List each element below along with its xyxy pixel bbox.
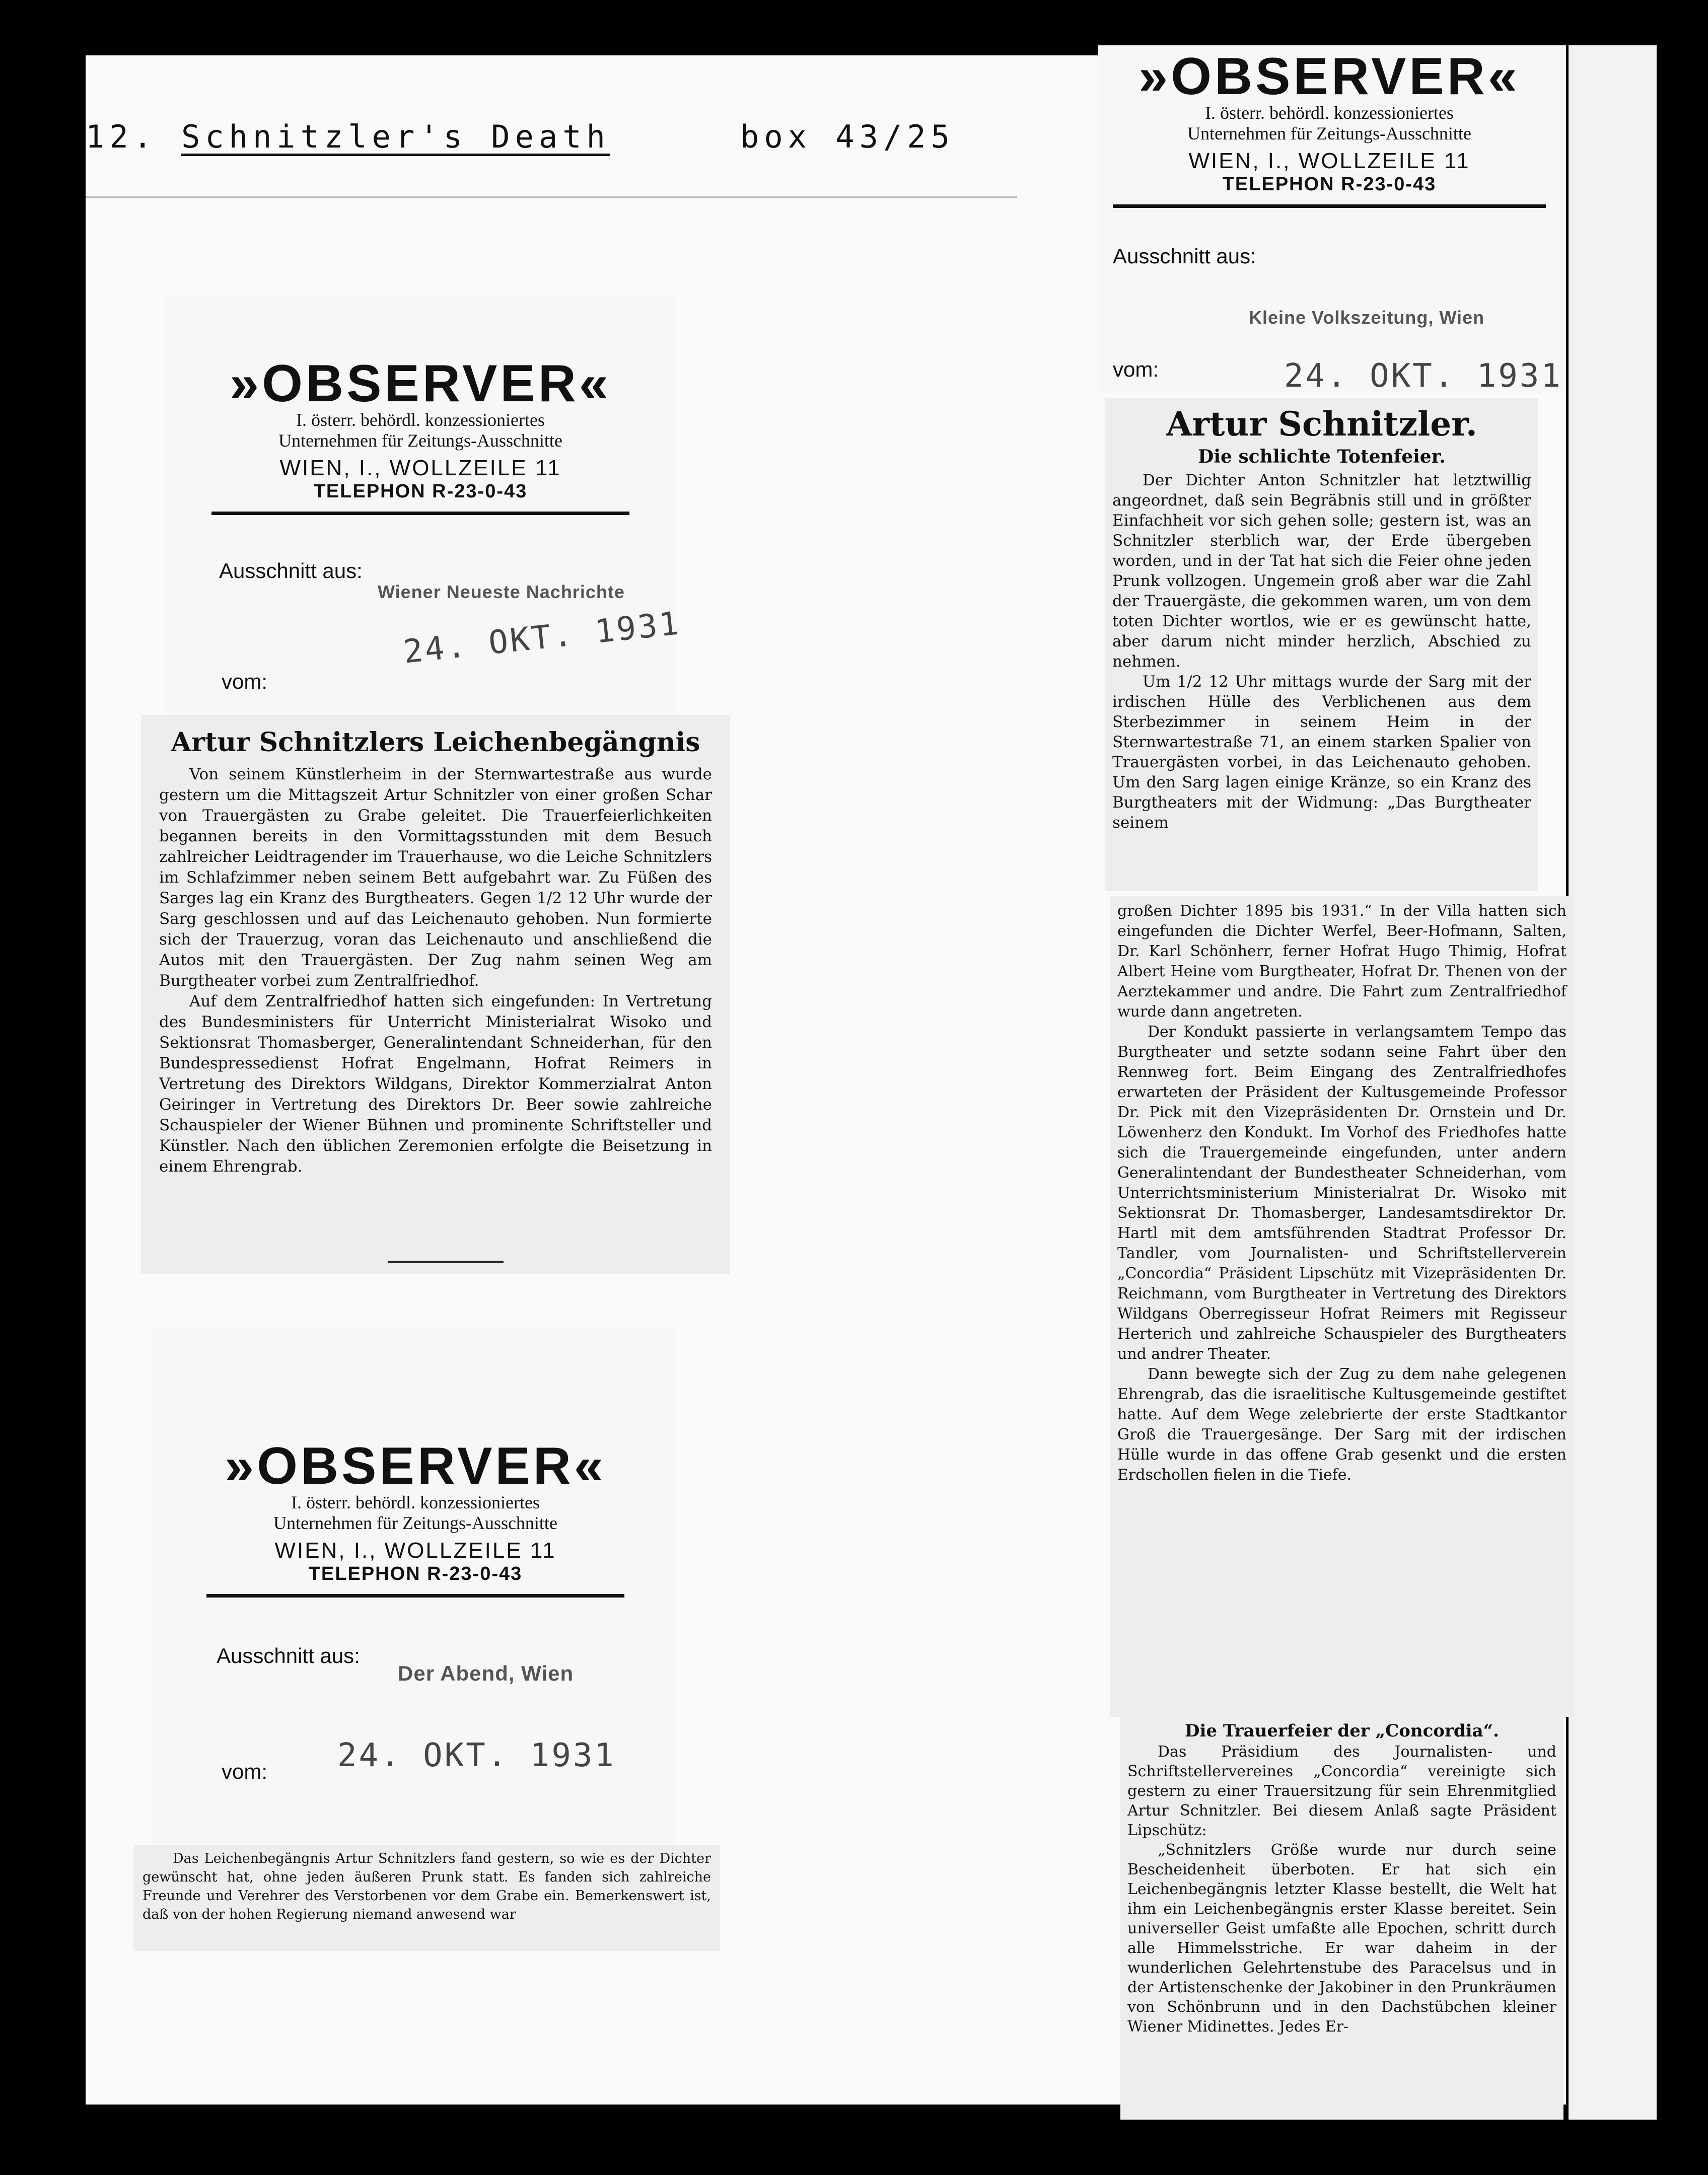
article-paragraph: „Schnitzlers Größe wurde nur durch seine Bescheidenheit überboten. Er hat sich ein Leichenbegängnis letzter Klasse bestellt, die Welt hat ihm ein Leichenbegängnis erster Klasse bereitet. Sein universeller Geist umfaßte alle Epochen, schritt durch alle Himmelsstriche. Er war daheim in der wunderlichen Gelehrtenstube des Paracelsus und in der Artistenschenke der Jakobiner in den Prunkräumen von Schönbrunn und in den Dachstübchen kleiner Wiener Midinettes. Jedes Er- (1127, 1841, 1556, 2036)
date-stamp: 24. OKT. 1931 (1284, 357, 1562, 395)
observer-rule (1113, 204, 1546, 208)
observer-line2: Unternehmen für Zeitungs-Ausschnitte (273, 1513, 557, 1534)
sheet-edge (1569, 45, 1657, 2120)
article-wnn (141, 715, 730, 1274)
observer-telephon: TELEPHON R-23-0-43 (1222, 173, 1437, 195)
header-divider (86, 196, 1017, 198)
article-paragraph: Von seinem Künstlerheim in der Sternwartestraße aus wurde gestern um die Mittagszeit Artur Schnitzler von einer großen Schar von Trauergästen zu Grabe geleitet. Die Trauerfeierlichkeiten begannen bereits in den Vormittagsstunden mit dem Besuch zahlreicher Leidtragender im Trauerhause, wo die Leiche Schnitzlers im Schlafzimmer neben seinem Bett aufgebahrt war. Zu Füßen des Sarges lag ein Kranz des Burgtheaters. Gegen 1/2 12 Uhr wurde der Sarg geschlossen und auf das Leichenauto gehoben. Nun formierte sich der Trauerzug, voran das Leichenauto und anschließend die Autos mit den Trauergästen. Der Zug nahm seinen Weg am Burgtheater vorbei zum Zentralfriedhof. (159, 765, 712, 990)
observer-line1: I. österr. behördl. konzessioniertes (291, 1492, 540, 1512)
source-label: Ausschnitt aus: (217, 1644, 360, 1668)
article-paragraph: Das Leichenbegängnis Artur Schnitzlers fand gestern, so wie es der Dichter gewünscht hat, ohne jeden äußeren Prunk statt. Es fanden sich zahlreiche Freunde und Verehrer des Verstorbenen vor dem Grabe ein. Bemerkenswert ist, daß von der hohen Regierung niemand anwesend war (143, 1851, 711, 1922)
header-box: box 43/25 (740, 118, 955, 155)
article-kvz-part1 (1105, 398, 1538, 891)
observer-header (1113, 47, 1546, 208)
article-paragraph: Dann bewegte sich der Zug zu dem nahe gelegenen Ehrengrab, das die israelitische Kultusgemeinde gestiftet hatte. Auf dem Wege zelebrierte der erste Stadtkantor Groß die Trauergesänge. Der Sarg mit der irdischen Hülle wurde in das offene Grab gesenkt und die ersten Erdschollen fielen in die Tiefe. (1117, 1365, 1567, 1484)
observer-line1: I. österr. behördl. konzessioniertes (296, 410, 545, 430)
observer-telephon: TELEPHON R-23-0-43 (313, 480, 528, 502)
observer-rule (206, 1594, 624, 1598)
source-label: Ausschnitt aus: (219, 559, 363, 583)
article-headline: Artur Schnitzlers Leichenbegängnis (171, 727, 700, 758)
header-number: 12. (86, 118, 157, 155)
observer-brand: »OBSERVER« (225, 1437, 606, 1495)
observer-rule (211, 512, 629, 515)
article-abend (133, 1845, 720, 1951)
article-headline: Artur Schnitzler. (1166, 404, 1477, 444)
observer-card-bottom-left (151, 1329, 675, 1848)
article-paragraph: großen Dichter 1895 bis 1931.“ In der Villa hatten sich eingefunden die Dichter Werfel, Beer-Hofmann, Salten, Dr. Karl Schönherr, ferner Hofrat Hugo Thimig, Hofrat Albert Heine vom Burgtheater, Hofrat Dr. Thenen von der Aerztekammer und andre. Die Fahrt zum Zentralfriedhof wurde dann angetreten. (1117, 902, 1567, 1021)
article-paragraph: Der Dichter Anton Schnitzler hat letztwillig angeordnet, daß sein Begräbnis still und in größter Einfachheit vor sich gehen solle; gestern ist, was an Schnitzler sterblich war, der Erde übergeben worden, und in der Tat hat sich die Feier ohne jeden Prunk vollzogen. Ungemein groß aber war die Zahl der Trauergäste, die gekommen waren, um von dem toten Dichter wortlos, wie er es gewünscht hatte, aber darum nicht minder herzlich, Abschied zu nehmen. (1112, 471, 1531, 671)
date-stamp: 24. OKT. 1931 (401, 605, 683, 671)
observer-card-top-left (166, 297, 683, 715)
article-kvz-part2 (1110, 896, 1574, 1717)
article-paragraph: Auf dem Zentralfriedhof hatten sich eingefunden: In Vertretung des Bundesministers für Unterricht Ministerialrat Wisoko und Sektionsrat Thomasberger, Generalintendant Schneiderhan, für den Bundespressedienst Hofrat Engelmann, Hofrat Reimers in Vertretung des Direktors Wildgans, Direktor Kommerzialrat Anton Geiringer in Vertretung des Direktors Dr. Beer sowie zahlreiche Schauspieler der Wiener Bühnen und prominente Schriftsteller und Künstler. Nach den üblichen Zeremonien erfolgte die Beisetzung in einem Ehrengrab. (159, 992, 712, 1176)
observer-address: WIEN, I., WOLLZEILE 11 (1188, 148, 1470, 173)
folder-header (86, 118, 962, 159)
date-label: vom: (222, 670, 268, 693)
observer-card-right (1098, 45, 1566, 393)
observer-telephon: TELEPHON R-23-0-43 (308, 1563, 523, 1584)
observer-address: WIEN, I., WOLLZEILE 11 (274, 1538, 556, 1563)
observer-line2: Unternehmen für Zeitungs-Ausschnitte (1187, 123, 1471, 144)
observer-brand: »OBSERVER« (1138, 47, 1520, 106)
source-label: Ausschnitt aus: (1113, 244, 1256, 268)
date-label: vom: (1113, 357, 1159, 381)
observer-header (206, 1437, 624, 1598)
article-kvz-part3 (1120, 1717, 1563, 2120)
observer-header (211, 354, 629, 515)
date-label: vom: (222, 1760, 268, 1783)
observer-line2: Unternehmen für Zeitungs-Ausschnitte (278, 430, 562, 451)
observer-brand: »OBSERVER« (230, 354, 611, 413)
date-stamp: 24. OKT. 1931 (337, 1737, 616, 1774)
source-name: Wiener Neueste Nachrichte (378, 582, 625, 602)
source-name: Der Abend, Wien (398, 1661, 574, 1685)
article-subhead: Die schlichte Totenfeier. (1198, 446, 1446, 467)
source-name: Kleine Volkszeitung, Wien (1249, 307, 1485, 328)
article-subhead: Die Trauerfeier der „Concordia“. (1184, 1721, 1500, 1741)
article-paragraph: Der Kondukt passierte in verlangsamtem Tempo das Burgtheater und setzte sodann seine Fahrt über den Rennweg fort. Beim Eingang des Zentralfriedhofes erwarteten der Präsident der Kultusgemeinde Professor Dr. Pick mit den Vizepräsidenten Dr. Ornstein und Dr. Löwenherz den Kondukt. Im Vorhof des Friedhofes hatte sich die Trauergemeinde eingefunden, unter andern Generalintendant der Bundestheater Schneiderhan, vom Unterrichtsministerium Ministerialrat Dr. Wisoko mit Sektionsrat Dr. Thomasberger, Landesamtsdirektor Dr. Hartl mit dem amtsführenden Stadtrat Professor Dr. Tandler, vom Journalisten- und Schriftstellerverein „Concordia“ Präsident Lipschütz mit Vizepräsidenten Dr. Reichmann, vom Burgtheater in Vertretung des Direktors Wildgans Oberregisseur Hofrat Reimers mit Regisseur Herterich und zahlreiche Schauspieler des Burgtheaters und andrer Theater. (1117, 1023, 1567, 1363)
article-paragraph: Um 1/2 12 Uhr mittags wurde der Sarg mit der irdischen Hülle des Verblichenen aus dem Sterbezimmer in seinem Heim in der Sternwartestraße 71, an einem starken Spalier von Trauergästen vorbei, in das Leichenauto gehoben. Um den Sarg lagen einige Kränze, so ein Kranz des Burgtheaters mit der Widmung: „Das Burgtheater seinem (1112, 673, 1531, 832)
observer-line1: I. österr. behördl. konzessioniertes (1205, 103, 1454, 123)
observer-address: WIEN, I., WOLLZEILE 11 (279, 455, 561, 480)
article-paragraph: Das Präsidium des Journalisten- und Schriftstellervereines „Concordia“ vereinigte sich gestern zu einer Trauersitzung für sein Ehrenmitglied Artur Schnitzler. Bei diesem Anlaß sagte Präsident Lipschütz: (1127, 1743, 1556, 1839)
header-title: Schnitzler's Death (181, 118, 610, 155)
end-rule (388, 1261, 504, 1263)
